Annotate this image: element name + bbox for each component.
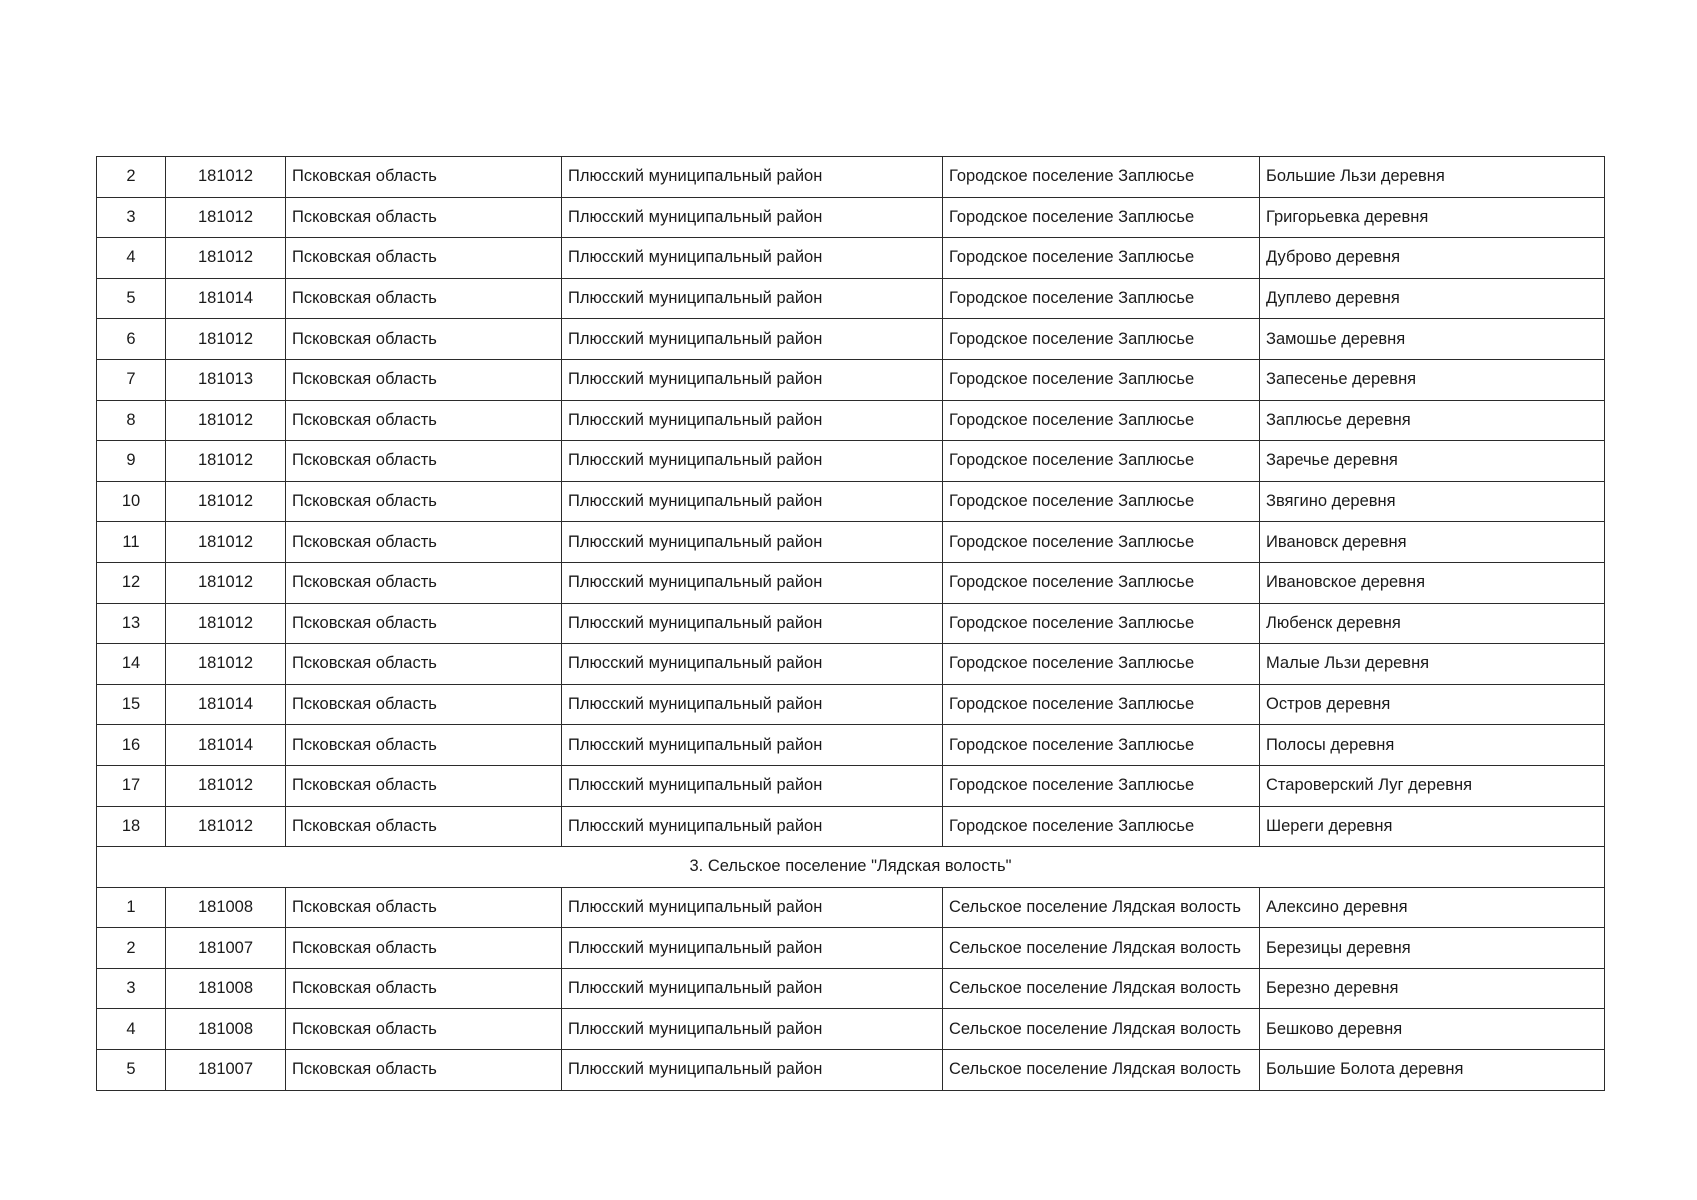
locality-cell: Бешково деревня [1260,1009,1605,1050]
locality-cell: Полосы деревня [1260,725,1605,766]
district-cell: Плюсский муниципальный район [562,400,943,441]
postal-index-cell: 181012 [166,522,286,563]
district-cell: Плюсский муниципальный район [562,968,943,1009]
row-number-cell: 3 [97,197,166,238]
region-cell: Псковская область [286,400,562,441]
region-cell: Псковская область [286,725,562,766]
table-row [97,359,1605,400]
district-cell: Плюсский муниципальный район [562,806,943,847]
address-table [96,156,1605,1091]
postal-index-cell: 181012 [166,400,286,441]
row-number-cell: 6 [97,319,166,360]
row-number-cell: 3 [97,968,166,1009]
locality-cell: Заречье деревня [1260,441,1605,482]
postal-index-cell: 181012 [166,319,286,360]
locality-cell: Староверский Луг деревня [1260,765,1605,806]
row-number-cell: 17 [97,765,166,806]
postal-index-cell: 181014 [166,725,286,766]
address-table-body [97,157,1605,1091]
region-cell: Псковская область [286,278,562,319]
locality-cell: Березицы деревня [1260,928,1605,969]
table-row [97,562,1605,603]
region-cell: Псковская область [286,359,562,400]
district-cell: Плюсский муниципальный район [562,887,943,928]
region-cell: Псковская область [286,562,562,603]
district-cell: Плюсский муниципальный район [562,319,943,360]
postal-index-cell: 181012 [166,197,286,238]
region-cell: Псковская область [286,319,562,360]
district-cell: Плюсский муниципальный район [562,725,943,766]
table-row [97,319,1605,360]
row-number-cell: 1 [97,887,166,928]
table-row [97,1050,1605,1091]
locality-cell: Дуплево деревня [1260,278,1605,319]
region-cell: Псковская область [286,1050,562,1091]
locality-cell: Ивановск деревня [1260,522,1605,563]
district-cell: Плюсский муниципальный район [562,441,943,482]
section-header-row [97,847,1605,888]
region-cell: Псковская область [286,968,562,1009]
settlement-cell: Городское поселение Заплюсье [943,522,1260,563]
district-cell: Плюсский муниципальный район [562,562,943,603]
settlement-cell: Городское поселение Заплюсье [943,562,1260,603]
settlement-cell: Сельское поселение Лядская волость [943,928,1260,969]
locality-cell: Любенск деревня [1260,603,1605,644]
region-cell: Псковская область [286,1009,562,1050]
region-cell: Псковская область [286,481,562,522]
row-number-cell: 12 [97,562,166,603]
row-number-cell: 7 [97,359,166,400]
row-number-cell: 14 [97,644,166,685]
locality-cell: Заплюсье деревня [1260,400,1605,441]
district-cell: Плюсский муниципальный район [562,603,943,644]
region-cell: Псковская область [286,806,562,847]
table-row [97,928,1605,969]
table-row [97,684,1605,725]
table-row [97,603,1605,644]
district-cell: Плюсский муниципальный район [562,684,943,725]
locality-cell: Большие Льзи деревня [1260,157,1605,198]
row-number-cell: 4 [97,238,166,279]
table-row [97,441,1605,482]
postal-index-cell: 181012 [166,157,286,198]
row-number-cell: 11 [97,522,166,563]
settlement-cell: Городское поселение Заплюсье [943,157,1260,198]
table-row [97,725,1605,766]
district-cell: Плюсский муниципальный район [562,278,943,319]
region-cell: Псковская область [286,765,562,806]
locality-cell: Шереги деревня [1260,806,1605,847]
region-cell: Псковская область [286,887,562,928]
postal-index-cell: 181007 [166,1050,286,1091]
district-cell: Плюсский муниципальный район [562,197,943,238]
table-row [97,522,1605,563]
postal-index-cell: 181012 [166,806,286,847]
locality-cell: Ивановское деревня [1260,562,1605,603]
locality-cell: Дуброво деревня [1260,238,1605,279]
table-row [97,157,1605,198]
district-cell: Плюсский муниципальный район [562,928,943,969]
postal-index-cell: 181012 [166,644,286,685]
district-cell: Плюсский муниципальный район [562,765,943,806]
row-number-cell: 10 [97,481,166,522]
table-row [97,278,1605,319]
district-cell: Плюсский муниципальный район [562,359,943,400]
table-row [97,400,1605,441]
settlement-cell: Городское поселение Заплюсье [943,725,1260,766]
postal-index-cell: 181012 [166,481,286,522]
postal-index-cell: 181014 [166,278,286,319]
locality-cell: Алексино деревня [1260,887,1605,928]
settlement-cell: Городское поселение Заплюсье [943,644,1260,685]
settlement-cell: Сельское поселение Лядская волость [943,1009,1260,1050]
district-cell: Плюсский муниципальный район [562,481,943,522]
region-cell: Псковская область [286,441,562,482]
postal-index-cell: 181012 [166,603,286,644]
settlement-cell: Городское поселение Заплюсье [943,806,1260,847]
district-cell: Плюсский муниципальный район [562,238,943,279]
settlement-cell: Сельское поселение Лядская волость [943,887,1260,928]
postal-index-cell: 181014 [166,684,286,725]
region-cell: Псковская область [286,522,562,563]
table-row [97,238,1605,279]
district-cell: Плюсский муниципальный район [562,157,943,198]
locality-cell: Малые Льзи деревня [1260,644,1605,685]
district-cell: Плюсский муниципальный район [562,1050,943,1091]
region-cell: Псковская область [286,157,562,198]
row-number-cell: 2 [97,157,166,198]
district-cell: Плюсский муниципальный район [562,522,943,563]
region-cell: Псковская область [286,644,562,685]
region-cell: Псковская область [286,238,562,279]
table-row [97,887,1605,928]
section-title: 3. Сельское поселение "Лядская волость" [97,847,1605,888]
settlement-cell: Городское поселение Заплюсье [943,238,1260,279]
row-number-cell: 4 [97,1009,166,1050]
row-number-cell: 13 [97,603,166,644]
row-number-cell: 5 [97,1050,166,1091]
settlement-cell: Городское поселение Заплюсье [943,603,1260,644]
settlement-cell: Городское поселение Заплюсье [943,481,1260,522]
table-row [97,644,1605,685]
settlement-cell: Городское поселение Заплюсье [943,319,1260,360]
settlement-cell: Городское поселение Заплюсье [943,684,1260,725]
region-cell: Псковская область [286,603,562,644]
locality-cell: Звягино деревня [1260,481,1605,522]
table-row [97,806,1605,847]
settlement-cell: Сельское поселение Лядская волость [943,1050,1260,1091]
region-cell: Псковская область [286,928,562,969]
settlement-cell: Городское поселение Заплюсье [943,765,1260,806]
postal-index-cell: 181008 [166,887,286,928]
region-cell: Псковская область [286,684,562,725]
settlement-cell: Сельское поселение Лядская волость [943,968,1260,1009]
locality-cell: Остров деревня [1260,684,1605,725]
postal-index-cell: 181007 [166,928,286,969]
locality-cell: Большие Болота деревня [1260,1050,1605,1091]
settlement-cell: Городское поселение Заплюсье [943,400,1260,441]
row-number-cell: 18 [97,806,166,847]
locality-cell: Березно деревня [1260,968,1605,1009]
row-number-cell: 15 [97,684,166,725]
row-number-cell: 16 [97,725,166,766]
locality-cell: Замошье деревня [1260,319,1605,360]
postal-index-cell: 181012 [166,765,286,806]
locality-cell: Григорьевка деревня [1260,197,1605,238]
row-number-cell: 5 [97,278,166,319]
row-number-cell: 2 [97,928,166,969]
table-row [97,765,1605,806]
postal-index-cell: 181008 [166,968,286,1009]
district-cell: Плюсский муниципальный район [562,1009,943,1050]
settlement-cell: Городское поселение Заплюсье [943,197,1260,238]
table-row [97,968,1605,1009]
row-number-cell: 8 [97,400,166,441]
postal-index-cell: 181013 [166,359,286,400]
settlement-cell: Городское поселение Заплюсье [943,359,1260,400]
table-row [97,1009,1605,1050]
row-number-cell: 9 [97,441,166,482]
table-row [97,481,1605,522]
postal-index-cell: 181012 [166,562,286,603]
postal-index-cell: 181012 [166,441,286,482]
postal-index-cell: 181012 [166,238,286,279]
postal-index-cell: 181008 [166,1009,286,1050]
district-cell: Плюсский муниципальный район [562,644,943,685]
region-cell: Псковская область [286,197,562,238]
settlement-cell: Городское поселение Заплюсье [943,278,1260,319]
locality-cell: Запесенье деревня [1260,359,1605,400]
table-row [97,197,1605,238]
settlement-cell: Городское поселение Заплюсье [943,441,1260,482]
